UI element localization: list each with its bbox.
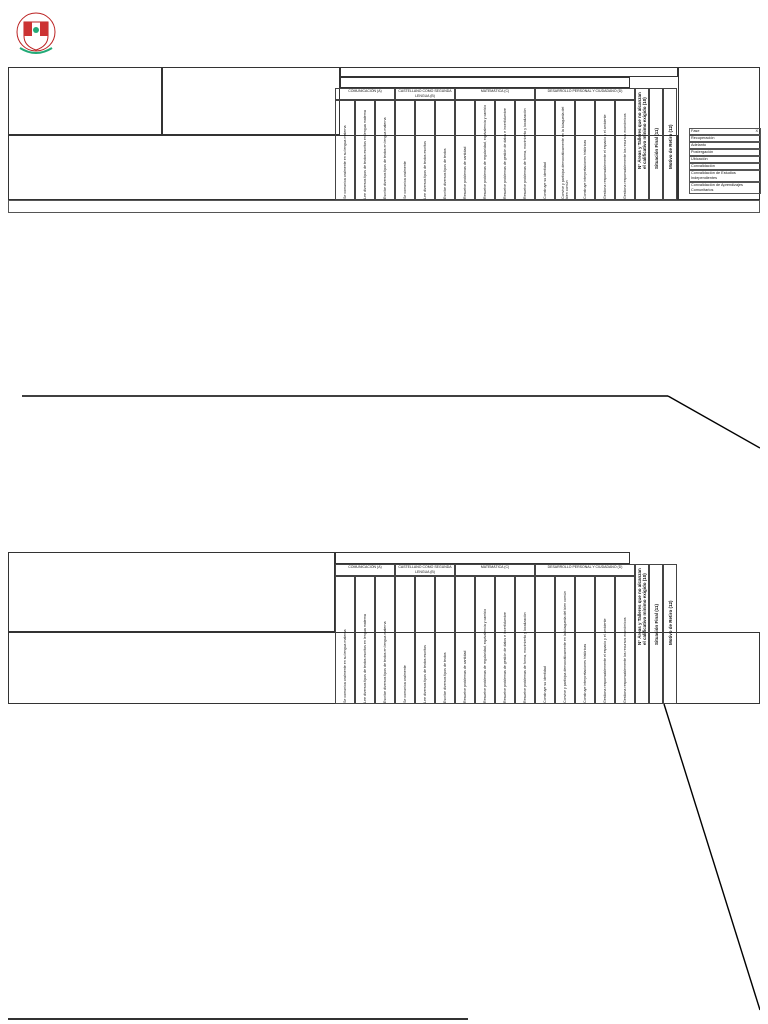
competency-label: Resuelve problemas de cantidad [463, 146, 467, 199]
areas-header [340, 77, 630, 88]
competency-label: Resuelve problemas de cantidad [463, 650, 467, 703]
competency-header [335, 576, 355, 704]
competency-label: Resuelve problemas de regularidad, equivalencia y cambio [483, 104, 487, 199]
competency-label: Construye su identidad [543, 666, 547, 703]
summary-col-label: Situación Final (11) [653, 127, 659, 169]
ie-info [162, 67, 340, 135]
evaluation-option [689, 142, 761, 149]
area-group-1: CASTELLANO COMO SEGUNDA LENGUA (B) [395, 88, 455, 100]
competency-header [575, 576, 595, 704]
evaluation-option-mark [758, 150, 760, 155]
summary-col-label: N° Áreas y Talleres que no alcanzan el calificativo mínimo exigido (10) [637, 92, 647, 169]
evaluation-option-label: Convalidación [691, 164, 715, 168]
evaluation-option-mark [758, 143, 760, 148]
area-group-3: DESARROLLO PERSONAL Y CIUDADANO (D) [535, 88, 635, 100]
competency-headers-2 [335, 564, 678, 704]
evaluation-option-mark [758, 183, 760, 193]
competency-label: Lee diversos tipos de textos escritos en lengua materna [363, 110, 367, 199]
competency-label: Lee diversos tipos de textos escritos [423, 645, 427, 703]
competency-header [575, 100, 595, 200]
evaluation-option-label: Adelanto [691, 143, 706, 147]
orden-header [8, 135, 18, 200]
table-header-spacer [8, 200, 760, 213]
competency-headers [335, 88, 678, 200]
evaluation-option-label: Convalidación de Aprendizajes Comunitarios [691, 183, 743, 192]
competency-label: Resuelve problemas de gestión de datos e incertidumbre [503, 612, 507, 703]
signature-footer [8, 1016, 760, 1024]
area-group-0: COMUNICACIÓN (A) [335, 564, 395, 576]
competency-header [535, 576, 555, 704]
evaluation-option-label: Convalidación de Estudios Independientes [691, 171, 736, 180]
prof1-label [8, 1018, 188, 1020]
competency-header [415, 100, 435, 200]
competency-label: Construye su identidad [543, 162, 547, 199]
summary-block [8, 552, 335, 632]
competency-header [615, 576, 635, 704]
ubicacion-info [678, 67, 760, 200]
competency-header [335, 100, 355, 200]
areas-header-2 [335, 552, 630, 564]
competency-label: Gestiona responsablemente los recursos económicos [623, 113, 627, 199]
competency-header [555, 576, 575, 704]
competency-label: Se comunica oralmente [403, 161, 407, 199]
periodo-info [340, 67, 678, 77]
competency-label: Escribe diversos tipos de textos en lengua materna [383, 621, 387, 703]
competency-header [595, 100, 615, 200]
area-group-2: MATEMÁTICA (C) [455, 88, 535, 100]
competency-label: Resuelve problemas de forma, movimiento y localización [523, 612, 527, 703]
evaluation-option [689, 163, 761, 170]
competency-label: Gestiona responsablemente el espacio y el ambiente [603, 618, 607, 703]
competency-label: Se comunica oralmente en su lengua materna [343, 125, 347, 199]
competency-header [535, 100, 555, 200]
competency-label: Gestiona responsablemente el espacio y el ambiente [603, 114, 607, 199]
competency-label: Convive y participa democráticamente en la búsqueda del bien común [561, 106, 569, 199]
competency-label: Se comunica oralmente en su lengua materna [343, 629, 347, 703]
evaluation-option-label: Ubicación [691, 157, 708, 161]
prof2-label [248, 1018, 408, 1020]
competency-header [435, 576, 455, 704]
summary-col-label: N° Áreas y Talleres que no alcanzan el calificativo mínimo exigido (10) [637, 568, 647, 645]
evaluation-option [689, 135, 761, 142]
competency-label: Escribe diversos tipos de textos [443, 148, 447, 199]
competency-header [435, 100, 455, 200]
summary-col-header [635, 88, 649, 200]
evaluation-option-label: Postergación [691, 150, 714, 154]
competency-header [555, 100, 575, 200]
evaluation-option [689, 149, 761, 156]
evaluation-option-mark [758, 157, 760, 162]
competency-header [375, 100, 395, 200]
evaluation-option [689, 182, 761, 194]
competency-header [355, 576, 375, 704]
strike-line-top [8, 390, 760, 450]
competency-label: Resuelve problemas de forma, movimiento y localización [523, 108, 527, 199]
competency-header [395, 100, 415, 200]
competency-label: Se comunica oralmente [403, 665, 407, 703]
evaluation-option-mark: X [755, 129, 758, 133]
area-group-1: CASTELLANO COMO SEGUNDA LENGUA (B) [395, 564, 455, 576]
evaluation-option-mark [758, 136, 760, 141]
competency-header [475, 100, 495, 200]
evaluation-option-mark [758, 164, 760, 169]
competency-label: Escribe diversos tipos de textos en lengua materna [383, 117, 387, 199]
summary-col-header [635, 564, 649, 704]
area-group-2: MATEMÁTICA (C) [455, 564, 535, 576]
competency-header [515, 100, 535, 200]
area-group-3: DESARROLLO PERSONAL Y CIUDADANO (D) [535, 564, 635, 576]
competency-label: Escribe diversos tipos de textos [443, 652, 447, 703]
competency-header [615, 100, 635, 200]
summary-col-label: Motivo de Retiro (12) [667, 124, 673, 169]
summary-col-label: Situación Final (11) [653, 603, 659, 645]
competency-header [415, 576, 435, 704]
evaluation-option [689, 156, 761, 163]
competency-header [595, 576, 615, 704]
competency-header [395, 576, 415, 704]
summary-col-label: Motivo de Retiro (12) [667, 600, 673, 645]
competency-header [515, 576, 535, 704]
summary-col-header [649, 564, 663, 704]
competency-header [475, 576, 495, 704]
competency-header [355, 100, 375, 200]
competency-header [455, 100, 475, 200]
competency-label: Lee diversos tipos de textos escritos en lengua materna [363, 614, 367, 703]
summary-col-header [663, 564, 677, 704]
evaluation-option-mark [758, 171, 760, 181]
competency-label: Convive y participa democráticamente en la búsqueda del bien común [563, 591, 567, 703]
competency-label: Resuelve problemas de regularidad, equivalencia y cambio [483, 608, 487, 703]
ministry-seal [10, 8, 62, 60]
competency-header [495, 576, 515, 704]
competency-label: Gestiona responsablemente los recursos económicos [623, 617, 627, 703]
evaluation-option [689, 128, 761, 135]
competency-label: Construye interpretaciones históricas [583, 643, 587, 703]
evaluation-option [689, 170, 761, 182]
competency-label: Construye interpretaciones históricas [583, 139, 587, 199]
competency-label: Lee diversos tipos de textos escritos [423, 141, 427, 199]
strike-line-bottom [8, 700, 760, 1012]
summary-col-header [663, 88, 677, 200]
summary-col-header [649, 88, 663, 200]
competency-header [375, 576, 395, 704]
competency-label: Resuelve problemas de gestión de datos e incertidumbre [503, 108, 507, 199]
firma2-label [408, 1018, 468, 1020]
area-group-0: COMUNICACIÓN (A) [335, 88, 395, 100]
evaluation-options [689, 128, 761, 194]
firma1-label [188, 1018, 248, 1020]
evaluation-option-label: Recuperación [691, 136, 715, 140]
evaluation-option-label: Fase [691, 129, 700, 133]
competency-header [455, 576, 475, 704]
ugel-info [8, 67, 162, 135]
competency-header [495, 100, 515, 200]
